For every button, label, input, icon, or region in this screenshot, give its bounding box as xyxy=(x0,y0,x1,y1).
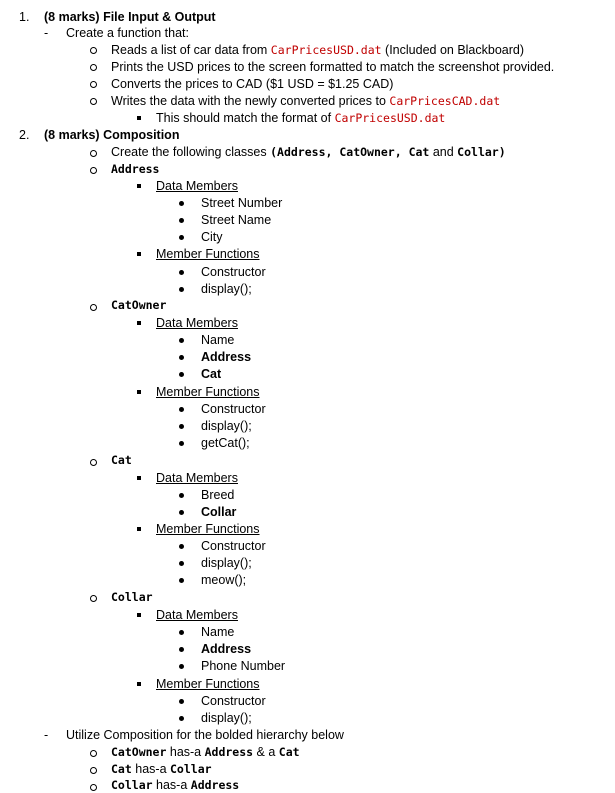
collar-member-functions-heading: Member Functions xyxy=(156,677,260,691)
q1-item-print: Prints the USD prices to the screen formatted to match the screenshot provided. xyxy=(111,60,555,74)
dot-bullet-icon xyxy=(179,699,184,704)
collar-mf-item: Constructor xyxy=(201,694,266,708)
hierarchy-class: Cat xyxy=(111,762,132,776)
circle-bullet-icon xyxy=(90,304,97,311)
square-bullet-icon xyxy=(137,613,141,617)
hierarchy-relation: has-a xyxy=(152,778,191,792)
q1-item-format-text: This should match the format of xyxy=(156,111,335,125)
dot-bullet-icon xyxy=(179,441,184,446)
q1-item-read-suffix: (Included on Blackboard) xyxy=(381,43,525,57)
dot-bullet-icon xyxy=(179,716,184,721)
square-bullet-icon xyxy=(137,527,141,531)
square-bullet-icon xyxy=(137,476,141,480)
cat-data-members-heading: Data Members xyxy=(156,471,238,485)
q2-heading xyxy=(44,127,179,143)
catowner-mf-item: getCat(); xyxy=(201,436,250,450)
cat-dm-item: Breed xyxy=(201,488,235,502)
circle-bullet-icon xyxy=(90,784,97,791)
catowner-mf-item: display(); xyxy=(201,419,252,433)
dot-bullet-icon xyxy=(179,355,184,360)
q1-item-write xyxy=(111,93,500,109)
address-mf-item: display(); xyxy=(201,282,252,296)
q1-item-convert: Converts the prices to CAD ($1 USD = $1.25 CAD) xyxy=(111,77,394,91)
hierarchy-relation: has-a xyxy=(131,762,170,776)
class-cat-title: Cat xyxy=(111,453,132,467)
catowner-dm-item: Name xyxy=(201,333,235,347)
dot-bullet-icon xyxy=(179,235,184,240)
square-bullet-icon xyxy=(137,252,141,256)
circle-bullet-icon xyxy=(90,47,97,54)
circle-bullet-icon xyxy=(90,459,97,466)
class-catowner-title: CatOwner xyxy=(111,298,167,312)
hierarchy-class: Address xyxy=(204,745,254,759)
address-dm-item: City xyxy=(201,230,223,244)
collar-dm-item: Phone Number xyxy=(201,659,286,673)
catowner-dm-item: Address xyxy=(201,350,252,364)
q1-intro: Create a function that: xyxy=(66,26,189,40)
catowner-dm-item: Cat xyxy=(201,367,222,381)
dot-bullet-icon xyxy=(179,578,184,583)
hierarchy-relation: & a xyxy=(253,745,279,759)
cat-member-functions-heading: Member Functions xyxy=(156,522,260,536)
catowner-mf-item: Constructor xyxy=(201,402,266,416)
dot-bullet-icon xyxy=(179,407,184,412)
dot-bullet-icon xyxy=(179,630,184,635)
dot-bullet-icon xyxy=(179,372,184,377)
circle-bullet-icon xyxy=(90,64,97,71)
q1-item-format xyxy=(156,110,445,126)
q2-number: 2. xyxy=(19,128,30,142)
q1-item-read xyxy=(111,42,524,58)
q2-create-line xyxy=(111,144,506,160)
dot-bullet-icon xyxy=(179,664,184,669)
address-dm-item: Street Name xyxy=(201,213,272,227)
address-mf-item: Constructor xyxy=(201,265,266,279)
q1-title: File Input & Output xyxy=(103,10,216,24)
hierarchy-class: Cat xyxy=(278,745,300,759)
dot-bullet-icon xyxy=(179,201,184,206)
filename-usd: CarPricesUSD.dat xyxy=(270,43,382,57)
dash-marker: - xyxy=(44,728,49,742)
dot-bullet-icon xyxy=(179,287,184,292)
hierarchy-relation: has-a xyxy=(166,745,205,759)
class-collar-title: Collar xyxy=(111,590,153,604)
hierarchy-class: Collar xyxy=(170,762,212,776)
filename-usd: CarPricesUSD.dat xyxy=(334,111,446,125)
filename-cad: CarPricesCAD.dat xyxy=(389,94,501,108)
square-bullet-icon xyxy=(137,321,141,325)
dot-bullet-icon xyxy=(179,647,184,652)
catowner-member-functions-heading: Member Functions xyxy=(156,385,260,399)
square-bullet-icon xyxy=(137,682,141,686)
circle-bullet-icon xyxy=(90,81,97,88)
dash-marker: - xyxy=(44,26,49,40)
hierarchy-class: Address xyxy=(190,778,240,792)
q2-title: Composition xyxy=(103,128,180,142)
hierarchy-cat xyxy=(111,761,212,777)
address-dm-item: Street Number xyxy=(201,196,283,210)
q2-marks: (8 marks) xyxy=(44,128,100,142)
circle-bullet-icon xyxy=(90,167,97,174)
square-bullet-icon xyxy=(137,390,141,394)
dot-bullet-icon xyxy=(179,510,184,515)
q1-item-read-text: Reads a list of car data from xyxy=(111,43,271,57)
hierarchy-catowner xyxy=(111,744,300,760)
cat-dm-item: Collar xyxy=(201,505,237,519)
hierarchy-collar xyxy=(111,777,239,793)
q1-heading xyxy=(44,9,216,25)
circle-bullet-icon xyxy=(90,750,97,757)
cat-mf-item: display(); xyxy=(201,556,252,570)
q2-create-text: Create the following classes xyxy=(111,145,271,159)
cat-mf-item: Constructor xyxy=(201,539,266,553)
collar-data-members-heading: Data Members xyxy=(156,608,238,622)
q2-class-list: (Address, CatOwner, Cat xyxy=(270,145,430,159)
collar-dm-item: Address xyxy=(201,642,252,656)
q2-create-and: and xyxy=(429,145,458,159)
address-data-members-heading: Data Members xyxy=(156,179,238,193)
circle-bullet-icon xyxy=(90,595,97,602)
dot-bullet-icon xyxy=(179,338,184,343)
hierarchy-class: CatOwner xyxy=(111,745,167,759)
q1-item-write-text: Writes the data with the newly converted prices to xyxy=(111,94,390,108)
square-bullet-icon xyxy=(137,184,141,188)
circle-bullet-icon xyxy=(90,98,97,105)
square-bullet-icon xyxy=(137,116,141,120)
cat-mf-item: meow(); xyxy=(201,573,247,587)
dot-bullet-icon xyxy=(179,218,184,223)
circle-bullet-icon xyxy=(90,767,97,774)
q2-utilize-text: Utilize Composition for the bolded hierarchy below xyxy=(66,728,344,742)
collar-dm-item: Name xyxy=(201,625,235,639)
dot-bullet-icon xyxy=(179,493,184,498)
hierarchy-class: Collar xyxy=(111,778,153,792)
circle-bullet-icon xyxy=(90,150,97,157)
q1-number: 1. xyxy=(19,10,30,24)
dot-bullet-icon xyxy=(179,561,184,566)
dot-bullet-icon xyxy=(179,424,184,429)
collar-mf-item: display(); xyxy=(201,711,252,725)
dot-bullet-icon xyxy=(179,270,184,275)
class-address-title: Address xyxy=(111,162,160,176)
q2-class-last: Collar) xyxy=(457,145,506,159)
address-member-functions-heading: Member Functions xyxy=(156,247,260,261)
q1-marks: (8 marks) xyxy=(44,10,100,24)
catowner-data-members-heading: Data Members xyxy=(156,316,238,330)
dot-bullet-icon xyxy=(179,544,184,549)
